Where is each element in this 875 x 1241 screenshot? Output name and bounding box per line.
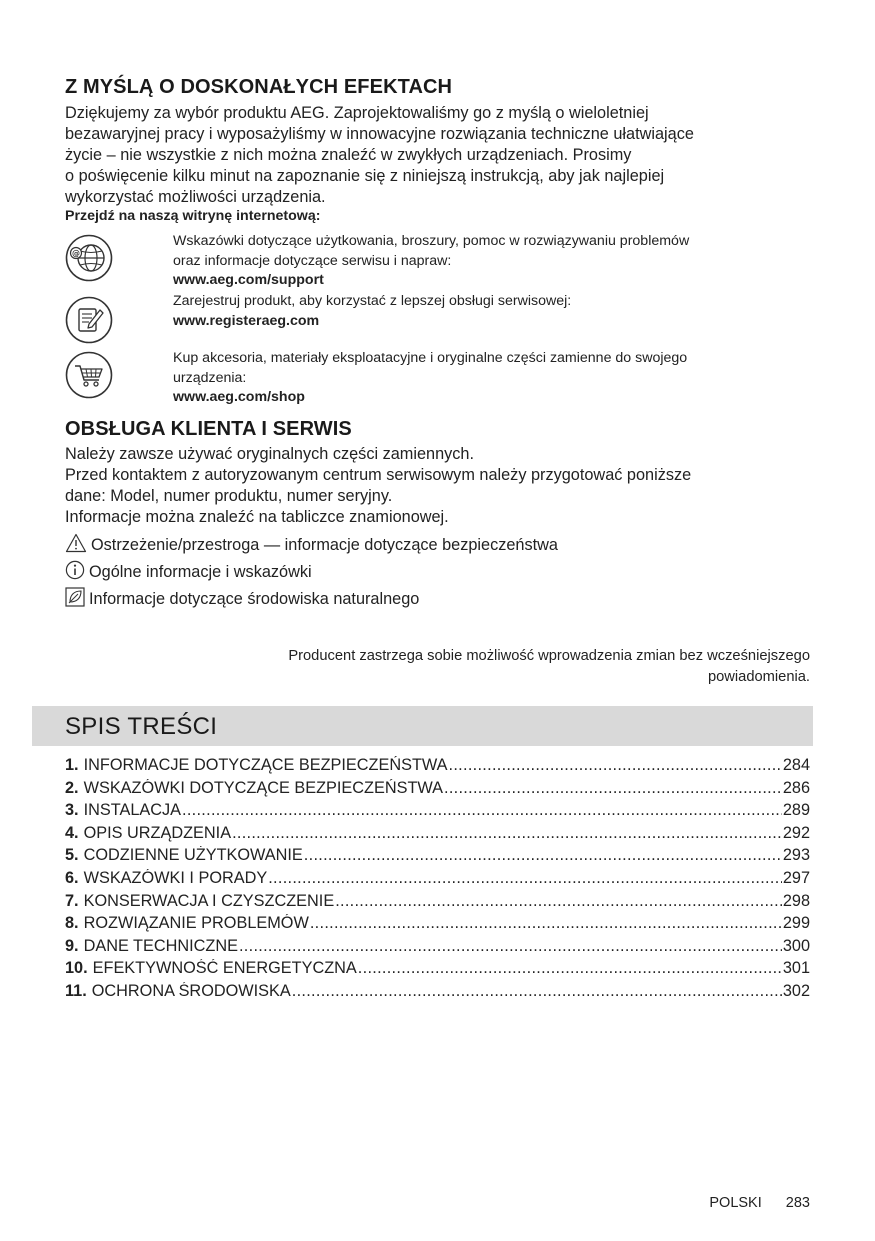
- toc-item-page: 286: [782, 778, 810, 797]
- toc-item-label: OPIS URZĄDZENIA: [83, 823, 232, 842]
- intro-line: wykorzystać możliwości urządzenia.: [65, 188, 326, 206]
- section-heading-customer-service: OBSŁUGA KLIENTA I SERWIS: [65, 418, 352, 440]
- intro-line: życie – nie wszystkie z nich można znaleźć w zwykłych urządzeniach. Prosimy: [65, 146, 632, 164]
- customer-service-paragraph: [65, 444, 691, 528]
- toc-item[interactable]: [65, 779, 810, 802]
- toc-item-page: 298: [782, 891, 810, 910]
- toc-title: SPIS TREŚCI: [65, 713, 218, 740]
- toc-item-label: WSKAZÓWKI I PORADY: [83, 868, 268, 887]
- toc-item[interactable]: [65, 801, 810, 824]
- toc-item-number: 11.: [65, 981, 87, 1000]
- toc-leader-dots: [239, 937, 782, 956]
- service-description: Zarejestruj produkt, aby korzystać z lepszej obsługi serwisowej:: [173, 293, 572, 309]
- toc-item-page: 301: [782, 959, 810, 978]
- toc-leader-dots: [358, 959, 782, 978]
- intro-paragraph: [65, 103, 810, 208]
- toc-item-number: 2.: [65, 778, 79, 797]
- intro-line: o poświęcenie kilku minut na zapoznanie się z niniejszą instrukcją, aby jak najlepiej: [65, 167, 665, 185]
- toc-item-label: KONSERWACJA I CZYSZCZENIE: [83, 891, 335, 910]
- toc-item-number: 8.: [65, 914, 79, 933]
- legend-info-text: Ogólne informacje i wskazówki: [89, 563, 312, 581]
- register-notepad-icon: [65, 296, 113, 344]
- toc-item-label: INFORMACJE DOTYCZĄCE BEZPIECZEŃSTWA: [83, 756, 448, 774]
- toc-item-label: OCHRONA ŚRODOWISKA: [91, 981, 291, 1000]
- warning-triangle-icon: [65, 533, 87, 553]
- service-description: Kup akcesoria, materiały eksploatacyjne i oryginalne części zamienne do swojego: [173, 350, 688, 366]
- legend-warning-text: Ostrzeżenie/przestroga — informacje dotyczące bezpieczeństwa: [91, 536, 558, 554]
- toc-leader-dots: [444, 779, 782, 798]
- toc-leader-dots: [292, 982, 782, 1001]
- service-description: Wskazówki dotyczące użytkowania, broszury, pomoc w rozwiązywaniu problemów: [173, 233, 690, 249]
- toc-item-number: 9.: [65, 936, 79, 955]
- toc-item-page: 297: [782, 868, 810, 887]
- toc-item[interactable]: [65, 959, 810, 982]
- customer-line: Informacje można znaleźć na tabliczce znamionowej.: [65, 508, 449, 526]
- toc-item-number: 1.: [65, 756, 79, 774]
- footer-language: POLSKI: [709, 1195, 762, 1211]
- toc-item-page: 292: [782, 823, 810, 842]
- intro-line: bezawaryjnej pracy i wyposażyliśmy w innowacyjne rozwiązania techniczne ułatwiające: [65, 125, 694, 143]
- toc-item[interactable]: [65, 937, 810, 960]
- toc-leader-dots: [182, 801, 782, 820]
- footer-page-number: 283: [785, 1195, 810, 1211]
- toc-title-bar: [32, 706, 813, 746]
- support-link[interactable]: www.aeg.com/support: [173, 272, 324, 288]
- page-footer: [709, 1195, 810, 1211]
- toc-item[interactable]: [65, 914, 810, 937]
- toc-item[interactable]: [65, 824, 810, 847]
- toc-leader-dots: [232, 824, 782, 843]
- toc-item-page: 302: [782, 981, 810, 1000]
- customer-line: Należy zawsze używać oryginalnych części zamiennych.: [65, 445, 475, 463]
- toc-item-label: DANE TECHNICZNE: [83, 936, 238, 955]
- toc-item-label: EFEKTYWNOŚĆ ENERGETYCZNA: [92, 959, 357, 978]
- disclaimer-text: [170, 646, 810, 688]
- toc-item-page: 293: [782, 846, 810, 865]
- toc-item-page: 289: [782, 801, 810, 820]
- toc-item-label: INSTALACJA: [83, 801, 182, 820]
- toc-leader-dots: [335, 892, 782, 911]
- intro-line: Dziękujemy za wybór produktu AEG. Zaprojektowaliśmy go z myślą o wieloletniej: [65, 104, 649, 122]
- toc-item[interactable]: [65, 869, 810, 892]
- toc-item[interactable]: [65, 756, 810, 779]
- toc-item-number: 10.: [65, 959, 88, 978]
- disclaimer-line: powiadomienia.: [707, 669, 810, 685]
- toc-item-number: 6.: [65, 868, 79, 887]
- toc-item-number: 5.: [65, 846, 79, 865]
- table-of-contents: [65, 756, 810, 1005]
- toc-leader-dots: [310, 914, 782, 933]
- toc-item-label: ROZWIĄZANIE PROBLEMÓW: [83, 914, 309, 933]
- svg-text:@: @: [72, 249, 80, 258]
- toc-item-number: 7.: [65, 891, 79, 910]
- service-support-text: [173, 232, 813, 291]
- toc-item-page: 300: [782, 936, 810, 955]
- legend-environment: [65, 587, 419, 609]
- toc-leader-dots: [304, 846, 782, 865]
- customer-line: Przed kontaktem z autoryzowanym centrum serwisowym należy przygotować poniższe: [65, 466, 692, 484]
- service-description: urządzenia:: [173, 369, 247, 386]
- info-circle-icon: [65, 560, 85, 580]
- globe-at-icon: [65, 234, 113, 282]
- shop-link[interactable]: www.aeg.com/shop: [173, 389, 305, 405]
- shopping-cart-icon: [65, 351, 113, 399]
- register-link[interactable]: www.registeraeg.com: [173, 312, 320, 329]
- toc-item[interactable]: [65, 982, 810, 1005]
- toc-item-number: 3.: [65, 801, 79, 820]
- toc-leader-dots: [449, 756, 782, 775]
- service-register-text: [173, 292, 813, 331]
- toc-item-number: 4.: [65, 823, 79, 842]
- toc-item-label: CODZIENNE UŻYTKOWANIE: [83, 846, 303, 865]
- toc-item[interactable]: [65, 892, 810, 915]
- section-heading-intro: Z MYŚLĄ O DOSKONAŁYCH EFEKTACH: [65, 76, 453, 98]
- legend-environment-text: Informacje dotyczące środowiska naturalnego: [89, 590, 420, 608]
- toc-item-page: 299: [782, 914, 810, 933]
- toc-leader-dots: [268, 869, 782, 888]
- service-description: oraz informacje dotyczące serwisu i napraw:: [173, 252, 452, 269]
- toc-item-page: 284: [782, 756, 810, 774]
- toc-item-label: WSKAZÓWKI DOTYCZĄCE BEZPIECZEŃSTWA: [83, 778, 444, 797]
- visit-website-label: Przejdź na naszą witrynę internetową:: [65, 208, 321, 224]
- service-shop-text: [173, 349, 813, 408]
- leaf-icon: [65, 587, 85, 607]
- legend-info: [65, 560, 312, 582]
- disclaimer-line: Producent zastrzega sobie możliwość wprowadzenia zmian bez wcześniejszego: [288, 648, 810, 664]
- toc-item[interactable]: [65, 846, 810, 869]
- customer-line: dane: Model, numer produktu, numer seryjny.: [65, 487, 393, 505]
- legend-warning: [65, 533, 558, 555]
